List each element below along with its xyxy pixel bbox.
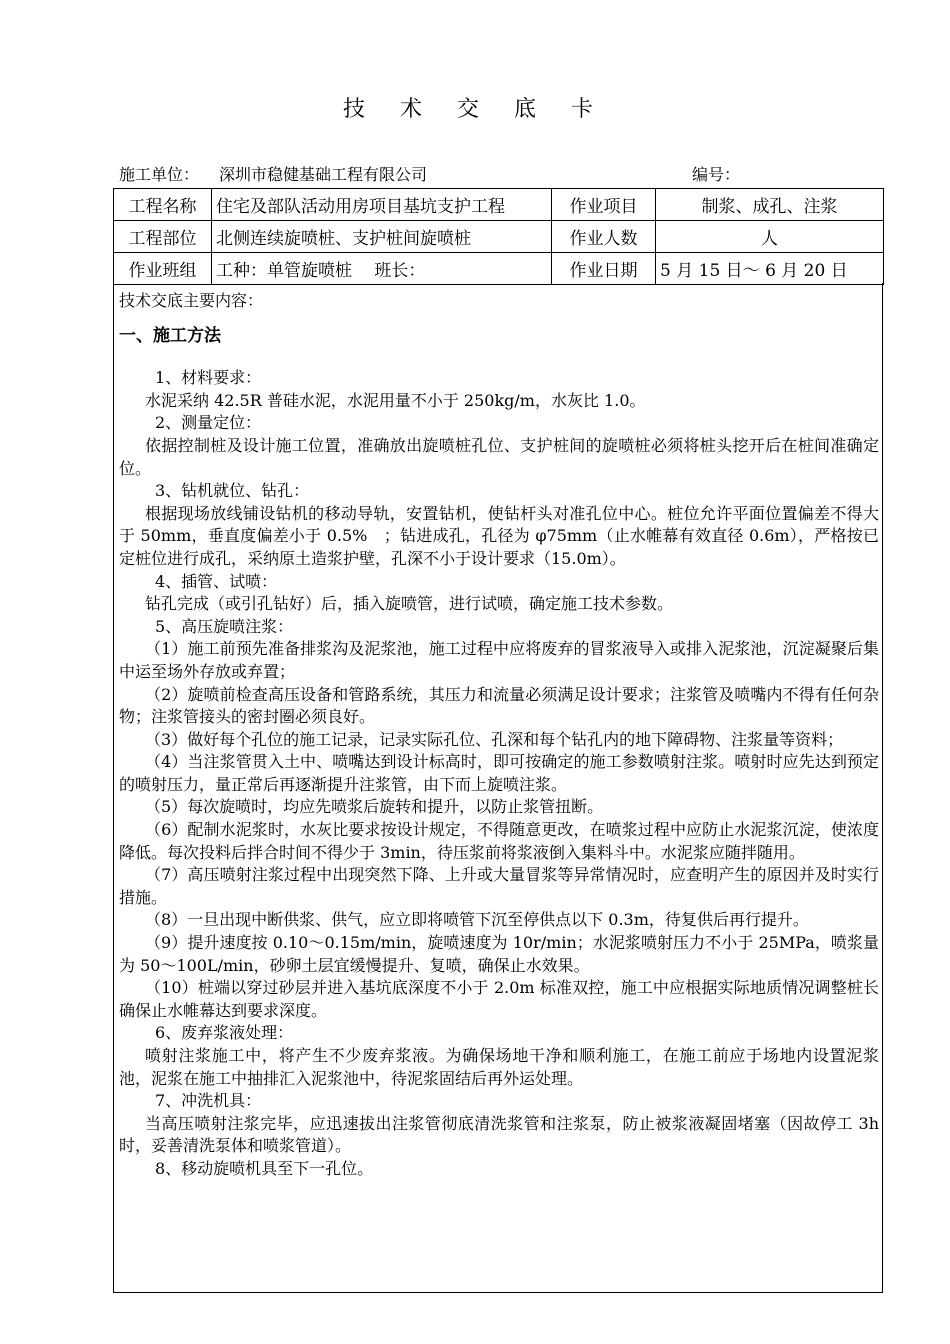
- work-date: 5 月 15 日～ 6 月 20 日: [656, 253, 884, 285]
- project-part: 北侧连续旋喷桩、支护桩间旋喷桩: [212, 221, 552, 253]
- paragraph: 1、材料要求：: [155, 368, 262, 388]
- paragraph: （7）高压喷射注浆过程中出现突然下降、上升或大量冒浆等异常情况时，应查明产生的原因并及时实行措施。: [119, 865, 879, 907]
- paragraph: 5、高压旋喷注浆：: [155, 616, 294, 636]
- work-item: 制浆、成孔、注浆: [656, 189, 884, 221]
- paragraph: 3、钻机就位、钻孔：: [155, 481, 310, 501]
- work-item-label: 作业项目: [552, 189, 656, 221]
- paragraph: 钻孔完成（或引孔钻好）后，插入旋喷管，进行试喷，确定施工技术参数。: [145, 594, 674, 614]
- table-row: [114, 253, 884, 285]
- project-part-label: 工程部位: [114, 221, 212, 253]
- paragraph: 根据现场放线铺设钻机的移动导轨，安置钻机，使钻杆头对准孔位中心。桩位允许平面位置偏差不得大于 50mm，垂直度偏差小于 0.5% ；钻进成孔，孔径为 φ75mm（止水帷幕有效直径 0.6m），严格按已定桩位进行成孔，采纳原土造浆护壁，孔深不小于设计要求（15.0m）。: [119, 503, 879, 568]
- unit-line: [119, 162, 879, 186]
- paragraph: （9）提升速度按 0.10～0.15m/min，旋喷速度为 10r/min；水泥浆喷射压力不小于 25MPa，喷浆量为 50～100L/min，砂卵土层宜缓慢提升、复喷，确保止水效果。: [119, 933, 879, 975]
- paragraph: 依据控制桩及设计施工位置，准确放出旋喷桩孔位、支护桩间的旋喷桩必须将桩头挖开后在桩间准确定位。: [119, 435, 879, 478]
- content-body: [119, 290, 879, 1181]
- paragraph-list: [119, 367, 879, 1180]
- workers-label: 作业人数: [552, 221, 656, 253]
- team: 工种：单管旋喷桩 班长：: [212, 253, 552, 285]
- paragraph: （5）每次旋喷时，均应先喷浆后旋转和提升，以防止浆管扭断。: [145, 797, 604, 817]
- project-name-label: 工程名称: [114, 189, 212, 221]
- content-intro: 技术交底主要内容：: [119, 291, 264, 310]
- paragraph: 6、废弃浆液处理：: [155, 1023, 294, 1043]
- table-row: [114, 221, 884, 253]
- date-label: 作业日期: [552, 253, 656, 285]
- paragraph: 7、冲洗机具：: [155, 1091, 262, 1111]
- paragraph: （1）施工前预先准备排浆沟及泥浆池，施工过程中应将废弃的冒浆液导入或排入泥浆池，沉淀凝聚后集中运至场外存放或弃置；: [119, 639, 879, 681]
- paragraph: （4）当注浆管贯入土中、喷嘴达到设计标高时，即可按确定的施工参数喷射注浆。喷射时应先达到预定的喷射压力，量正常后再逐渐提升注浆管，由下而上旋喷注浆。: [119, 752, 879, 794]
- paragraph: （3）做好每个孔位的施工记录，记录实际孔位、孔深和每个钻孔内的地下障碍物、注浆量等资料；: [145, 729, 844, 749]
- document-title: 技 术 交 底 卡: [343, 97, 607, 122]
- paragraph: （6）配制水泥浆时，水灰比要求按设计规定，不得随意更改，在喷浆过程中应防止水泥浆沉淀，使浓度降低。每次投料后拌合时间不得少于 3min，待压浆前将浆液倒入集料斗中。水泥浆应随拌随用。: [119, 820, 879, 862]
- unit-label: 施工单位：: [119, 165, 200, 184]
- paragraph: 4、插管、试喷：: [155, 571, 278, 591]
- paragraph: （10）桩端以穿过砂层并进入基坑底深度不小于 2.0m 标准双控，施工中应根据实际地质情况调整桩长确保止水帷幕达到要求深度。: [119, 978, 879, 1020]
- paragraph: 水泥采纳 42.5R 普硅水泥，水泥用量不小于 250kg/m，水灰比 1.0。: [145, 390, 646, 410]
- workers: 人: [656, 221, 884, 253]
- table-row: [114, 189, 884, 221]
- paragraph: 当高压喷射注浆完毕，应迅速拔出注浆管彻底清洗浆管和注浆泵，防止被浆液凝固堵塞（因故停工 3h 时，妥善清洗泵体和喷浆管道）。: [119, 1113, 879, 1156]
- header-table: [113, 188, 884, 285]
- project-name: 住宅及部队活动用房项目基坑支护工程: [212, 189, 552, 221]
- paragraph: （8）一旦出现中断供浆、供气，应立即将喷管下沉至停供点以下 0.3m，待复供后再行提升。: [145, 910, 809, 930]
- paragraph: 8、移动旋喷机具至下一孔位。: [155, 1158, 374, 1178]
- number-label: 编号：: [692, 165, 741, 184]
- paragraph: （2）旋喷前检查高压设备和管路系统，其压力和流量必须满足设计要求；注浆管及喷嘴内不得有任何杂物；注浆管接头的密封圈必须良好。: [119, 684, 879, 727]
- team-label: 作业班组: [114, 253, 212, 285]
- section-heading: 一、施工方法: [119, 325, 221, 346]
- paragraph: 2、测量定位：: [155, 413, 262, 433]
- paragraph: 喷射注浆施工中，将产生不少废弃浆液。为确保场地干净和顺利施工，在施工前应于场地内设置泥浆池，泥浆在施工中抽排汇入泥浆池中，待泥浆固结后再外运处理。: [119, 1046, 879, 1088]
- unit-value: 深圳市稳健基础工程有限公司: [219, 165, 428, 184]
